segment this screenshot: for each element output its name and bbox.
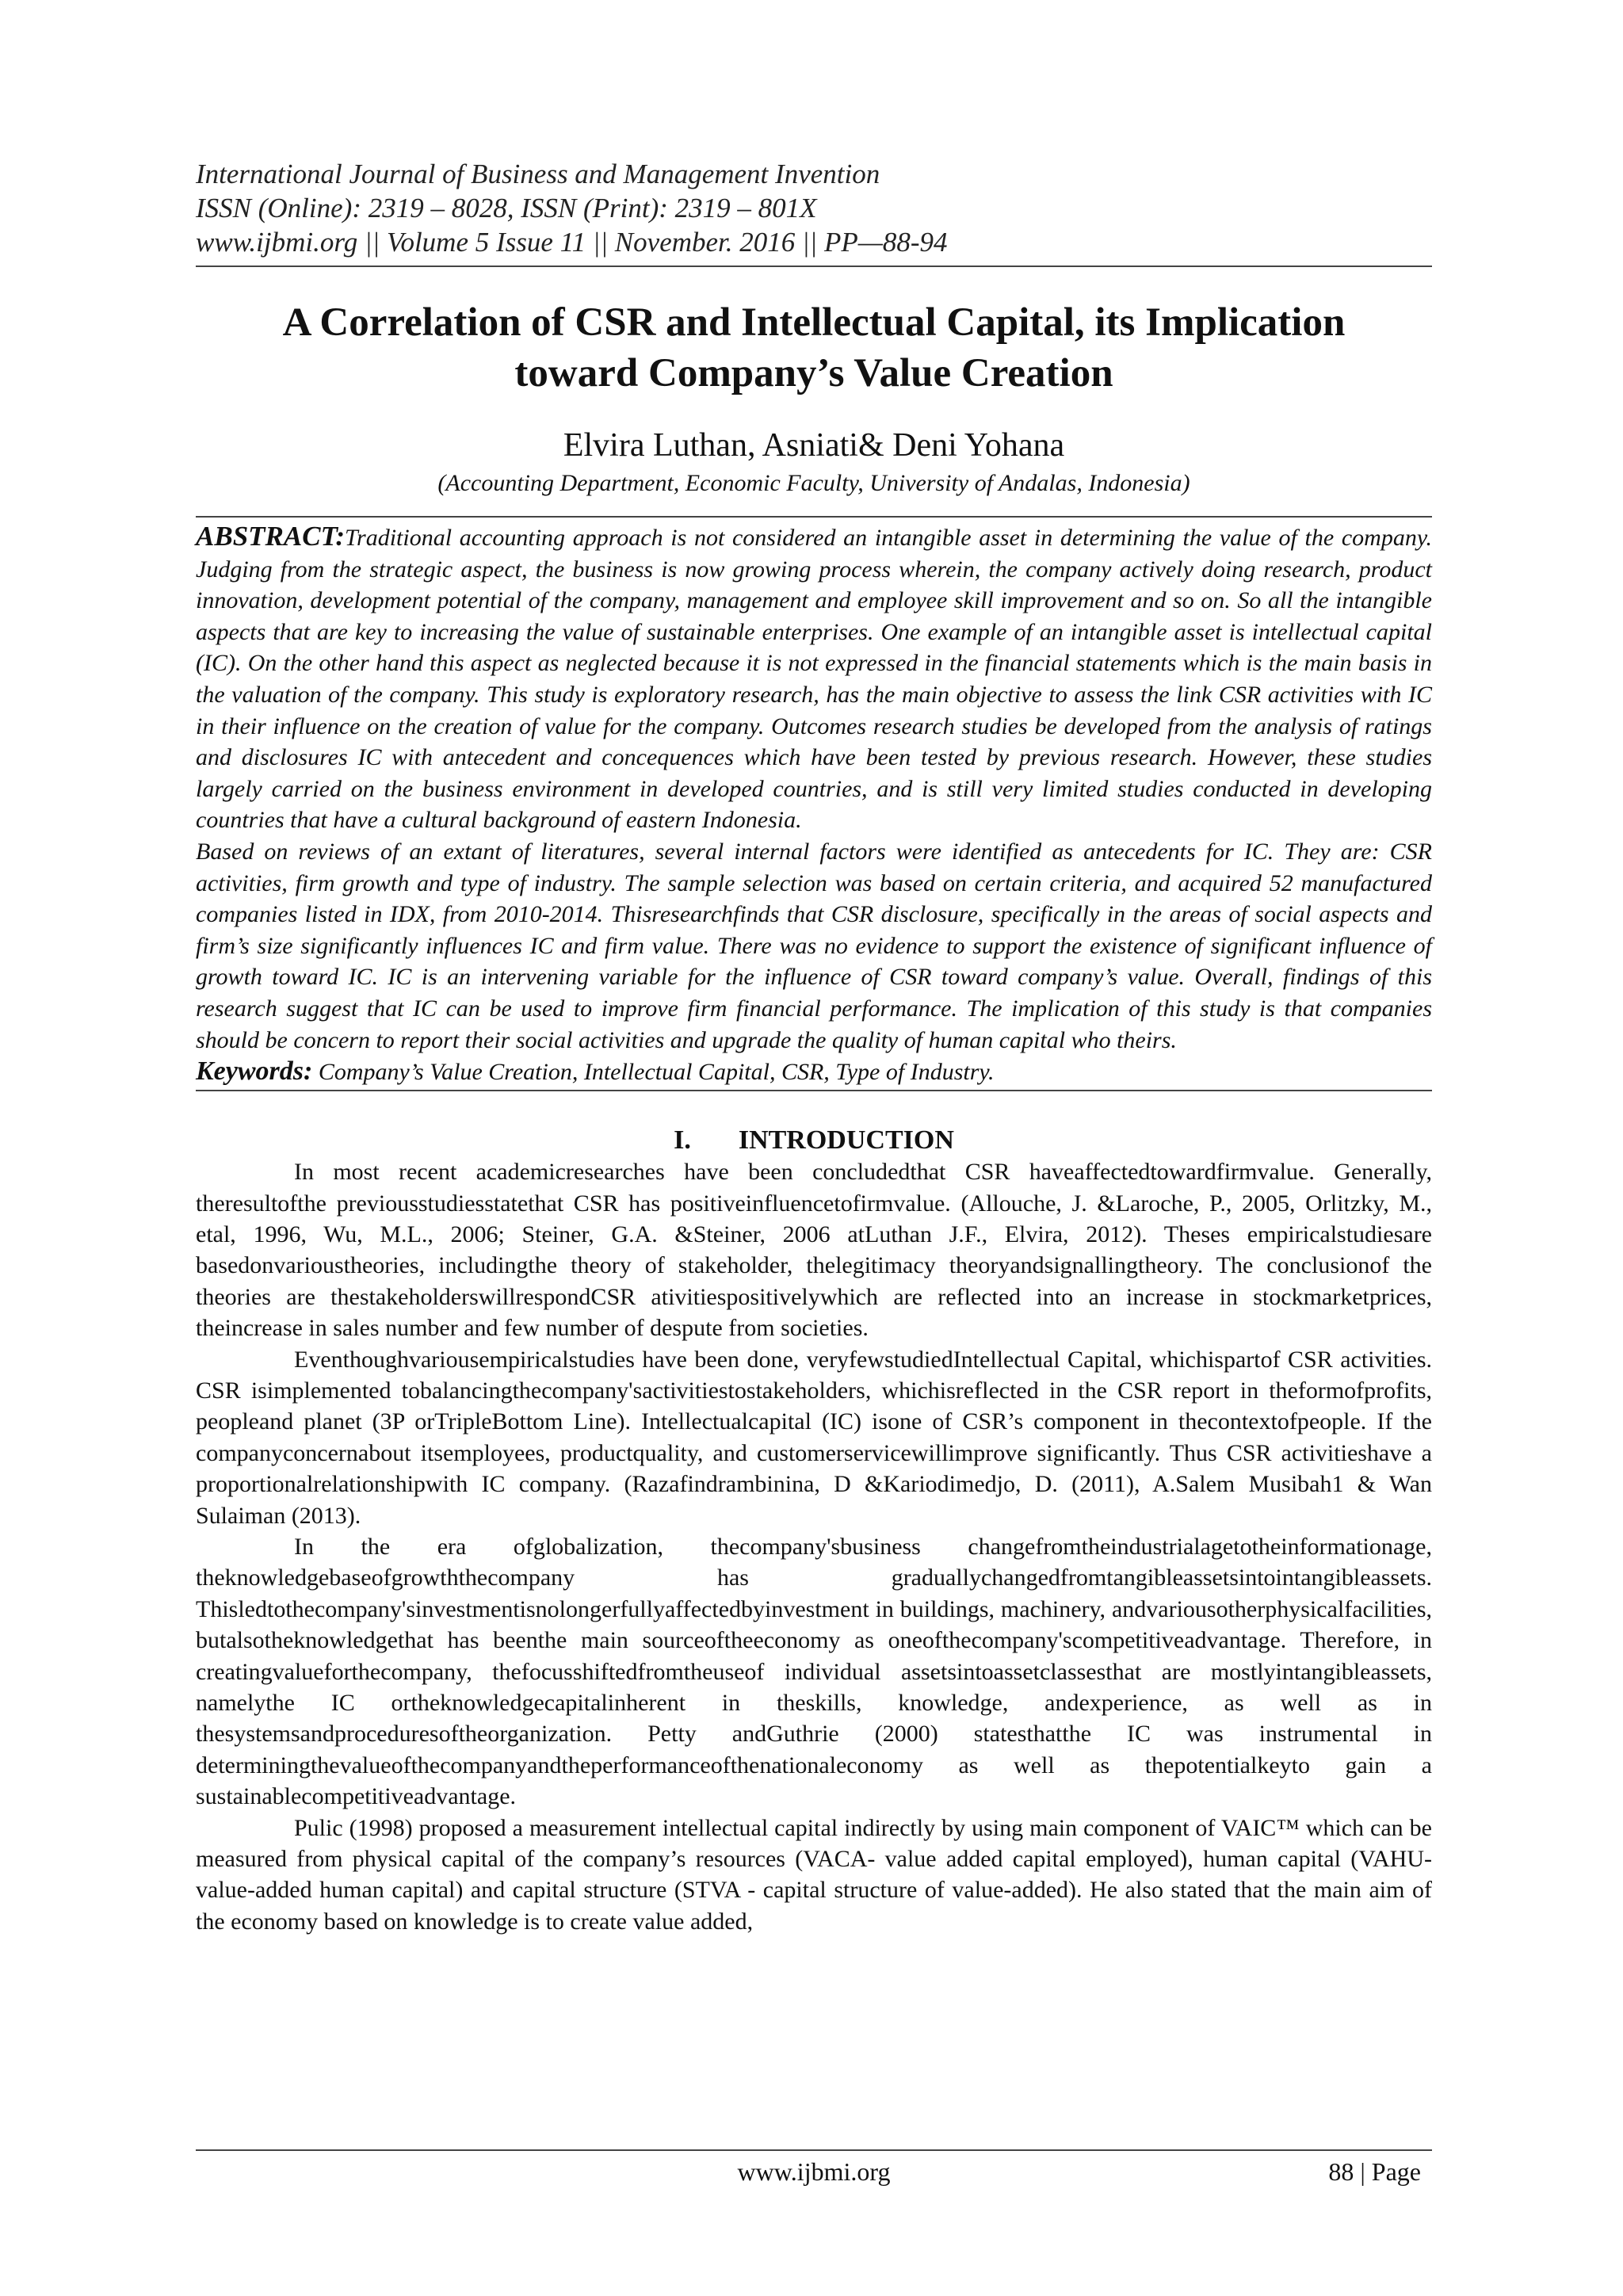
page-content <box>196 157 1432 1937</box>
affiliation: (Accounting Department, Economic Faculty, University of Andalas, Indonesia) <box>437 470 1190 496</box>
section-heading <box>196 1125 1432 1156</box>
body-paragraph: In most recent academicresearches have been concludedthat CSR haveaffectedtowardfirmvalue. Generally, theresultofthe previousstudiesstatethat CSR has positiveinfluencetofirmvalue. (Allouche, J. &Laroche, P., 2005, Orlitzky, M., etal, 1996, Wu, M.L., 2006; Steiner, G.A. &Steiner, 2006 atLuthan J.F., Elvira, 2012). Theses empiricalstudiesare basedonvarioustheories, includingthe theory of stakeholder, thelegitimacy theoryandsignallingtheory. The conclusionof the theories are thestakeholderswillrespondCSR ativitiespositivelywhich are reflected into an increase in stockmarketprices, theincrease in sales number and few number of despute from societies. <box>196 1159 1432 1342</box>
footer-url[interactable]: www.ijbmi.org <box>737 2157 891 2186</box>
footer-rule <box>196 2149 1432 2151</box>
abstract-text-1: Traditional accounting approach is not considered an intangible asset in determining the value of the company. Judging from the strategic aspect, the business is now growing process wherein, the company actively doing research, product innovation, development potential of the company, management and employee skill improvement and so on. So all the intangible aspects that are key to increasing the value of sustainable enterprises. One example of an intangible asset is intellectual capital (IC). On the other hand this aspect as neglected because it is not expressed in the financial statements which is the main basis in the valuation of the company. This study is exploratory research, has the main objective to assess the link CSR activities with IC in their influence on the creation of value for the company. Outcomes research studies be developed from the analysis of ratings and disclosures IC with antecedent and concequences which have been tested by previous research. However, these studies largely carried on the business environment in developed countries, and is still very limited studies conducted in developing countries that have a cultural background of eastern Indonesia. <box>196 525 1432 834</box>
abstract-paragraph-2: Based on reviews of an extant of literatures, several internal factors were identified as antecedents for IC. They are: CSR activities, firm growth and type of industry. The sample selection was based on certain criteria, and acquired 52 manufactured companies listed in IDX, from 2010-2014. Thisresearchfinds that CSR disclosure, specifically in the areas of social aspects and firm’s size significantly influences IC and firm value. There was no evidence to support the existence of significant influence of growth toward IC. IC is an intervening variable for the influence of CSR toward company’s value. Overall, findings of this research suggest that IC can be used to improve firm financial performance. The implication of this study is that companies should be concern to report their social activities and upgrade the quality of human capital who theirs. <box>196 838 1432 1053</box>
issn-line: ISSN (Online): 2319 – 8028, ISSN (Print): 2319 – 801X <box>196 193 817 223</box>
abstract-top-rule <box>196 516 1432 518</box>
journal-header <box>196 157 1432 259</box>
footer-rule-wrap <box>196 2149 1432 2151</box>
abstract-label: ABSTRACT: <box>196 521 346 552</box>
journal-name: International Journal of Business and Management Invention <box>196 159 880 189</box>
paper-title <box>196 297 1432 399</box>
keywords-label: Keywords: <box>196 1056 313 1087</box>
section-number: I. <box>674 1125 691 1156</box>
section-title: INTRODUCTION <box>738 1125 954 1156</box>
body-paragraph: Pulic (1998) proposed a measurement intellectual capital indirectly by using main component of VAIC™ which can be measured from physical capital of the company’s resources (VACA- value added capital employed), human capital (VAHU-value-added human capital) and capital structure (STVA - capital structure of value-added). He also stated that the main aim of the economy based on knowledge is to create value added, <box>196 1814 1432 1935</box>
body-paragraph: In the era ofglobalization, thecompany'sbusiness changefromtheindustrialagetotheinformationage, theknowledgebaseofgrowththecompany has graduallychangedfromtangibleassetsintointangibleassets. Thisledtothecompany'sinvestmentisnolongerfullyaffectedbyinvestment in buildings, machinery, andvariousotherphysicalfacilities, butalsotheknowledgethat has beenthe main sourceoftheeconomy as oneofthecompany'scompetitiveadvantage. Therefore, in creatingvalueforthecompany, thefocusshiftedfromtheuseof individual assetsintoassetclassesthat are mostlyintangibleassets, namelythe IC ortheknowledgecapitalinherent in theskills, knowledge, andexperience, as well as in thesystemsandproceduresoftheorganization. Petty andGuthrie (2000) statesthatthe IC was instrumental in determiningthevalueofthecompanyandtheperformanceofthenationaleconomy as well as thepotentialkeyto gain a sustainablecompetitiveadvantage. <box>196 1533 1432 1810</box>
title-line-2: toward Company’s Value Creation <box>514 351 1113 395</box>
body-paragraph: Eventhoughvariousempiricalstudies have been done, veryfewstudiedIntellectual Capital, whichispartof CSR activities. CSR isimplemented tobalancingthecompany'sactivitiestostakeholders, whichisreflected in the CSR report in theformofprofits, peopleand planet (3P orTripleBottom Line). Intellectualcapital (IC) isone of CSR’s component in thecontextofpeople. If the companyconcernabout itsemployees, productquality, and customerservicewillimprove significantly. Thus CSR activitieshave a proportionalrelationshipwith IC company. (Razafindrambinina, D &Kariodimedjo, D. (2011), A.Salem Musibah1 & Wan Sulaiman (2013). <box>196 1346 1432 1529</box>
page-number: 88 | Page <box>1328 2157 1421 2186</box>
keywords-text: Company’s Value Creation, Intellectual Capital, CSR, Type of Industry. <box>312 1059 995 1086</box>
abstract-bottom-rule <box>196 1090 1432 1091</box>
title-line-1: A Correlation of CSR and Intellectual Capital, its Implication <box>282 300 1346 345</box>
abstract <box>196 521 1432 1056</box>
body-text <box>196 1156 1432 1937</box>
author-list: Elvira Luthan, Asniati& Deni Yohana <box>563 427 1065 464</box>
abstract-paragraph-1 <box>196 521 1432 836</box>
volume-line: www.ijbmi.org || Volume 5 Issue 11 || November. 2016 || PP—88-94 <box>196 227 948 258</box>
keywords <box>196 1056 1432 1088</box>
header-rule <box>196 266 1432 267</box>
